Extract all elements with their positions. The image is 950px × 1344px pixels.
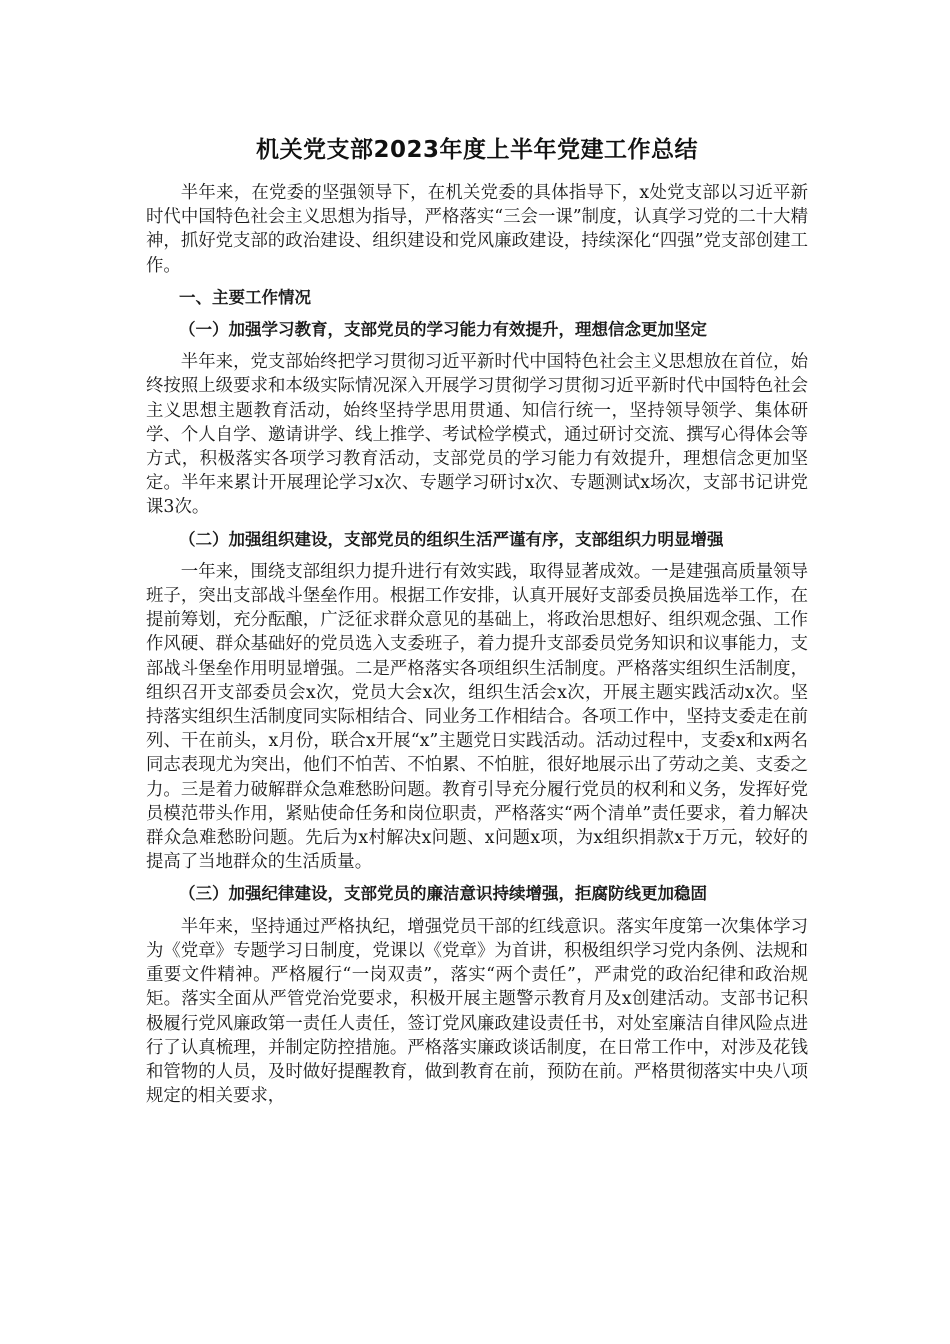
subsection-body-organization: 一年来，围绕支部组织力提升进行有效实践，取得显著成效。一是建强高质量领导班子，突出支部战斗堡垒作用。根据工作安排，认真开展好支部委员换届选举工作，在提前筹划，充分酝酿，广泛征求群众意见的基础上，将政治思想好、组织观念强、工作作风硬、群众基础好的党员选入支委班子，着力提升支部委员党务知识和议事能力，支部战斗堡垒作用明显增强。二是严格落实各项组织生活制度。严格落实组织生活制度，组织召开支部委员会x次，党员大会x次，组织生活会x次，开展主题实践活动x次。坚持落实组织生活制度同实际相结合、同业务工作相结合。各项工作中，坚持支委走在前列、干在前头，x月份，联合x开展“x”主题党日实践活动。活动过程中，支委x和x两名同志表现尤为突出，他们不怕苦、不怕累、不怕脏，很好地展示出了劳动之美、支委之力。三是着力破解群众急难愁盼问题。教育引导充分履行党员的权利和义务，发挥好党员模范带头作用，紧贴使命任务和岗位职责，严格落实“两个清单”责任要求，着力解决群众急难愁盼问题。先后为x村解决x问题、x问题x项，为x组织捐款x于万元，较好的提高了当地群众的生活质量。 [146, 561, 808, 873]
document-title: 机关党支部2023年度上半年党建工作总结 [255, 137, 698, 163]
subsection-heading-organization: （二）加强组织建设，支部党员的组织生活严谨有序，支部组织力明显增强 [179, 529, 724, 549]
subsection-body-discipline: 半年来，坚持通过严格执纪，增强党员干部的红线意识。落实年度第一次集体学习为《党章》专题学习日制度，党课以《党章》为首讲，积极组织学习党内条例、法规和重要文件精神。严格履行“一岗双责”，落实“两个责任”，严肃党的政治纪律和政治规矩。落实全面从严管党治党要求，积极开展主题警示教育月及x创建活动。支部书记积极履行党风廉政第一责任人责任，签订党风廉政建设责任书，对处室廉洁自律风险点进行了认真梳理，并制定防控措施。严格落实廉政谈话制度，在日常工作中，对涉及花钱和管物的人员，及时做好提醒教育，做到教育在前，预防在前。严格贯彻落实中央八项规定的相关要求， [146, 916, 808, 1107]
subsection-heading-study: （一）加强学习教育，支部党员的学习能力有效提升，理想信念更加坚定 [179, 320, 707, 340]
intro-paragraph: 半年来，在党委的坚强领导下，在机关党委的具体指导下，x处党支部以习近平新时代中国特色社会主义思想为指导，严格落实“三会一课”制度，认真学习党的二十大精神，抓好党支部的政治建设、组织建设和党风廉政建设，持续深化“四强”党支部创建工作。 [146, 183, 808, 276]
subsection-body-study: 半年来，党支部始终把学习贯彻习近平新时代中国特色社会主义思想放在首位，始终按照上级要求和本级实际情况深入开展学习贯彻学习贯彻习近平新时代中国特色社会主义思想主题教育活动，始终坚持学思用贯通、知信行统一，坚持领导领学、集体研学、个人自学、邀请讲学、线上推学、考试检学模式，通过研讨交流、撰写心得体会等方式，积极落实各项学习教育活动，支部党员的学习能力有效提升，理想信念更加坚定。半年来累计开展理论学习x次、专题学习研讨x次、专题测试x场次，支部书记讲党课3次。 [146, 352, 808, 518]
document-page [146, 133, 808, 1116]
subsection-heading-discipline: （三）加强纪律建设，支部党员的廉洁意识持续增强，拒腐防线更加稳固 [179, 884, 707, 904]
section-heading-main-work: 一、主要工作情况 [179, 287, 311, 307]
